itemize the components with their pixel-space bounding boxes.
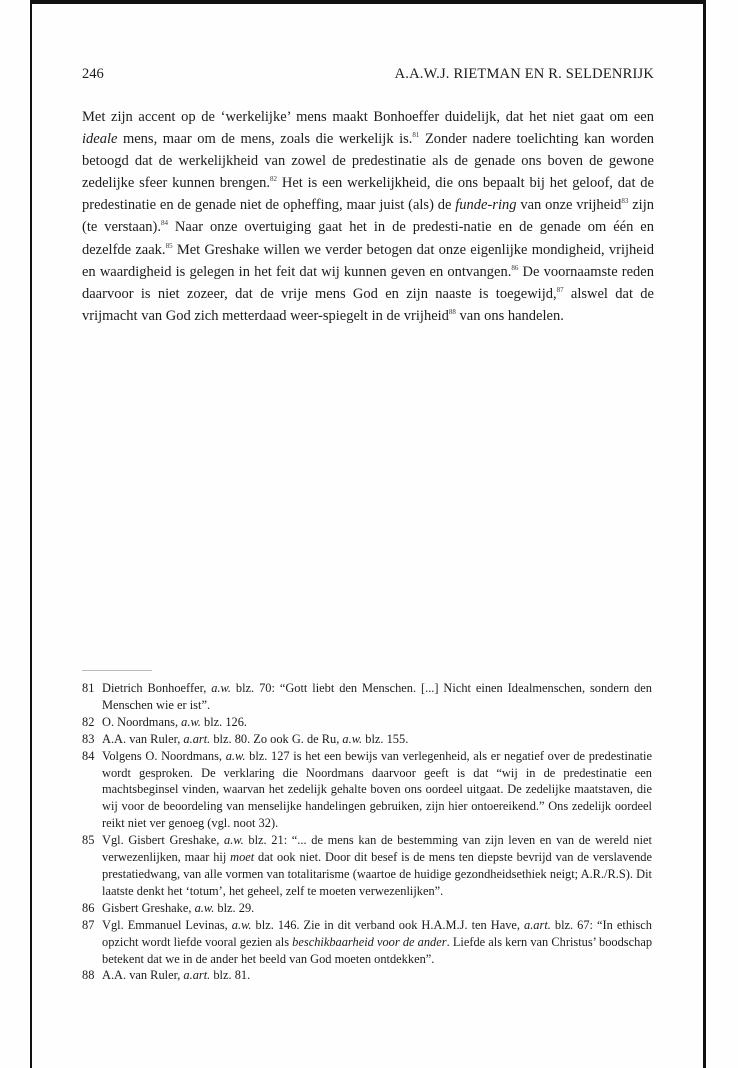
italic-run: beschikbaarheid voor de ander bbox=[292, 934, 447, 949]
text-run: blz. 127 is het een bewijs van verlegenheid, als er negatief over de predestinatie wordt gesproken. De verklaring die Noordmans daarvoor geeft is dat “wij in de predestinatie een machtsbeginsel vinden, waarvan het zedelijk gehalte boven ons oordeel uitgaat. De zedelijke maatstaven, die wij voor de beoordeling van menselijke handelingen gebruiken, zijn hier ontoereikend.” Ons zedelijk oordeel reikt niet ver genoeg (vgl. noot 32). bbox=[102, 748, 652, 831]
text-run: alswel dat de vrijmacht van God zich metterdaad weer-spiegelt in de vrijheid bbox=[82, 285, 654, 324]
text-run: . Liefde als kern van Christus’ boodschap betekent dat we in de ander het beeld van God moeten ontdekken”. bbox=[102, 934, 653, 966]
footnote-number: 85 bbox=[82, 833, 95, 848]
italic-run: ideale bbox=[82, 131, 118, 148]
text-run: van onze vrijheid bbox=[516, 197, 622, 214]
text-run: blz. 155. bbox=[362, 731, 409, 746]
italic-run: a.art. bbox=[183, 968, 211, 983]
text-run: Volgens O. Noordmans, bbox=[102, 748, 226, 763]
footnote-83 bbox=[82, 731, 652, 748]
text-run: Het is een werkelijkheid, die ons bepaalt bij het geloof, dat de predestinatie en de genade niet de opheffing, maar juist (als) de bbox=[82, 175, 654, 214]
footnote-number: 88 bbox=[82, 968, 95, 983]
italic-run: a.w. bbox=[231, 917, 252, 932]
text-run: De voornaamste reden daarvoor is niet zozeer, dat de vrije mens God en zijn naaste is toegewijd, bbox=[82, 263, 654, 302]
text-run: Dietrich Bonhoeffer, bbox=[102, 681, 212, 695]
footnote-ref[interactable]: 84 bbox=[161, 219, 168, 228]
footnote-ref[interactable]: 83 bbox=[621, 197, 629, 206]
text-run: blz. 67: “In ethisch opzicht wordt liefde vooral gezien als bbox=[102, 917, 652, 949]
text-run: blz. 21: “... de mens kan de bestemming van zijn leven en van de wereld niet verwezenlijken, maar hij bbox=[102, 833, 652, 865]
footnote-number: 81 bbox=[82, 681, 95, 695]
text-run: mens, maar om de mens, zoals die werkelijk is. bbox=[117, 131, 413, 148]
italic-run: a.w. bbox=[342, 731, 363, 746]
italic-run: a.w. bbox=[194, 900, 215, 915]
footnote-number: 84 bbox=[82, 748, 95, 763]
italic-run: moet bbox=[230, 850, 255, 865]
text-run: blz. 29. bbox=[214, 900, 255, 915]
text-run: blz. 70: “Gott liebt den Menschen. [...] Nicht einen Idealmenschen, sondern den Menschen wie er ist”. bbox=[102, 681, 653, 712]
footnote-88 bbox=[82, 967, 652, 984]
paragraph bbox=[82, 106, 654, 327]
body-paragraph bbox=[82, 106, 654, 327]
text-run: blz. 126. bbox=[200, 714, 248, 729]
text-run: Met Greshake willen we verder betogen dat onze eigenlijke mondigheid, vrijheid en waardigheid is gelegen in het feit dat wij kunnen geven en ontvangen. bbox=[82, 241, 654, 280]
text-run: Naar onze overtuiging gaat het in de predesti-natie en de genade om één en dezelfde zaak. bbox=[82, 219, 654, 258]
text-run: Met zijn accent op de ‘werkelijke’ mens maakt Bonhoeffer duidelijk, dat het niet gaat om een bbox=[82, 109, 654, 125]
footnote-ref[interactable]: 88 bbox=[448, 307, 456, 316]
footnote-ref[interactable]: 81 bbox=[412, 131, 420, 140]
scan-edge-top bbox=[30, 0, 706, 4]
italic-run: funde-ring bbox=[455, 197, 517, 214]
text-run: Zonder nadere toelichting kan worden betoogd dat de werkelijkheid van zowel de predestinatie als de genade ons boven de gewone zedelijke sfeer kunnen brengen. bbox=[82, 131, 655, 192]
text-run: blz. 81. bbox=[210, 968, 251, 983]
scan-edge-right bbox=[703, 0, 706, 1068]
italic-run: a.w. bbox=[225, 748, 246, 763]
text-run: A.A. van Ruler, bbox=[102, 731, 184, 746]
footnote-number: 83 bbox=[82, 731, 95, 746]
text-run: blz. 146. Zie in dit verband ook H.A.M.J. ten Have, bbox=[251, 917, 525, 932]
text-run: A.A. van Ruler, bbox=[102, 968, 184, 983]
text-run: blz. 80. Zo ook G. de Ru, bbox=[210, 731, 343, 746]
footnote-number: 82 bbox=[82, 714, 95, 729]
text-run: Gisbert Greshake, bbox=[102, 900, 195, 915]
italic-run: a.art. bbox=[183, 731, 211, 746]
footnote-87 bbox=[82, 917, 652, 968]
page-header bbox=[82, 66, 654, 86]
footnote-ref[interactable]: 85 bbox=[165, 241, 173, 250]
italic-run: a.w. bbox=[181, 714, 201, 729]
page-number: 246 bbox=[82, 66, 104, 82]
italic-run: a.w. bbox=[211, 681, 231, 695]
footnotes bbox=[82, 680, 652, 984]
footnote-ref[interactable]: 86 bbox=[511, 263, 519, 272]
footnote-separator bbox=[82, 670, 152, 671]
footnote-number: 87 bbox=[82, 917, 95, 932]
text-run: van ons handelen. bbox=[455, 307, 564, 324]
scan-edge-left bbox=[30, 0, 32, 1068]
text-run: Vgl. Emmanuel Levinas, bbox=[102, 917, 232, 932]
footnote-ref[interactable]: 82 bbox=[270, 175, 278, 184]
footnote-82 bbox=[82, 714, 652, 731]
text-run: zijn (te verstaan). bbox=[82, 197, 654, 236]
footnote-number: 86 bbox=[82, 900, 95, 915]
footnote-85 bbox=[82, 832, 652, 900]
footnote-86 bbox=[82, 900, 652, 917]
italic-run: a.art. bbox=[524, 917, 551, 932]
text-run: O. Noordmans, bbox=[102, 714, 182, 729]
text-run: Vgl. Gisbert Greshake, bbox=[102, 833, 225, 848]
running-head: A.A.W.J. RIETMAN EN R. SELDENRIJK bbox=[394, 66, 654, 82]
footnote-ref[interactable]: 87 bbox=[556, 285, 564, 294]
footnote-84 bbox=[82, 748, 652, 833]
text-run: dat ook niet. Door dit besef is de mens ten diepste bevrijd van de verslavende prestatiedwang, van alle vormen van totalitarisme (waartoe de huidige gezondheidsethiek neigt; A.R./R.S). Dit laatste denkt het ‘totum’, het geheel, zelf te moeten verwezenlijken”. bbox=[102, 850, 652, 898]
italic-run: a.w. bbox=[224, 833, 244, 848]
footnote-81 bbox=[82, 680, 652, 714]
